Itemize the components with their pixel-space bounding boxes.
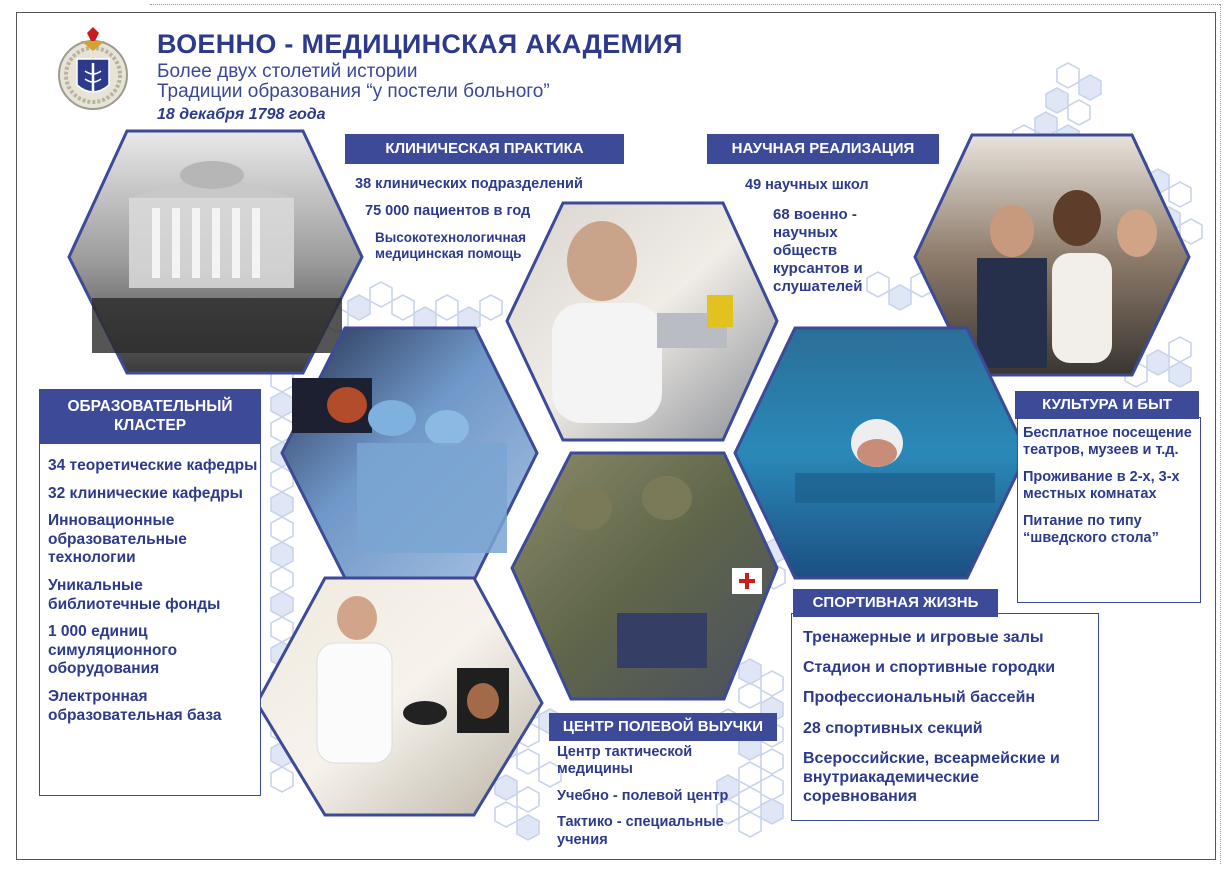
education-list <box>48 457 258 734</box>
education-item: 34 теоретические кафедры <box>48 457 258 474</box>
sport-item: Профессиональный бассейн <box>803 689 1036 707</box>
clinical-hightech: Высокотехнологичная медицинская помощь <box>375 230 526 262</box>
field-list <box>557 744 767 858</box>
subtitle-history: Более двух столетий истории <box>157 61 418 82</box>
photo-hex-surgery <box>282 328 537 578</box>
culture-item: Бесплатное посещение театров, музеев и т.д. <box>1023 425 1192 459</box>
science-societies: 68 военно - научных обществ курсантов и слушателей <box>773 206 863 295</box>
culture-item: Проживание в 2-х, 3-х местных комнатах <box>1023 468 1180 503</box>
science-schools: 49 научных школ <box>745 177 869 193</box>
education-item: 1 000 единиц симуляционного оборудования <box>48 623 178 678</box>
sport-item: Всероссийские, всеармейские и внутриакадемические соревнования <box>803 749 1060 806</box>
culture-list <box>1023 425 1198 556</box>
photo-hex-lab <box>507 203 777 440</box>
culture-heading: КУЛЬТУРА И БЫТ <box>1015 391 1199 419</box>
sport-item: 28 спортивных секций <box>803 719 983 737</box>
clinical-practice-heading: КЛИНИЧЕСКАЯ ПРАКТИКА <box>345 134 624 164</box>
field-item: Учебно - полевой центр <box>557 787 729 804</box>
page-title: ВОЕННО - МЕДИЦИНСКАЯ АКАДЕМИЯ <box>157 29 683 59</box>
field-item: Тактико - специальные учения <box>557 814 724 848</box>
page-border-right <box>1220 4 1221 864</box>
education-item: Электронная образовательная база <box>48 687 222 724</box>
field-heading: ЦЕНТР ПОЛЕВОЙ ВЫУЧКИ <box>549 713 777 741</box>
subtitle-tradition: Традиции образования “у постели больного” <box>157 81 550 102</box>
photo-hex-building <box>69 131 362 373</box>
poster <box>16 12 1216 860</box>
page-border-top <box>150 4 1220 5</box>
education-item: 32 клинические кафедры <box>48 484 243 502</box>
field-item: Центр тактической медицины <box>557 744 693 778</box>
sport-item: Тренажерные и игровые залы <box>803 629 1044 646</box>
sport-list <box>803 628 1093 817</box>
founded-date: 18 декабря 1798 года <box>157 106 326 123</box>
academy-emblem <box>55 25 131 119</box>
sport-heading: СПОРТИВНАЯ ЖИЗНЬ <box>793 589 998 617</box>
science-heading: НАУЧНАЯ РЕАЛИЗАЦИЯ <box>707 134 939 164</box>
culture-item: Питание по типу “шведского стола” <box>1023 512 1159 546</box>
education-item: Инновационные образовательные технологии <box>48 512 187 567</box>
photo-hex-field <box>512 453 777 699</box>
education-item: Уникальные библиотечные фонды <box>48 576 221 613</box>
sport-item: Стадион и спортивные городки <box>803 659 1056 677</box>
clinical-units: 38 клинических подразделений <box>355 176 583 192</box>
photo-hex-pool <box>735 328 1027 578</box>
clinical-patients: 75 000 пациентов в год <box>365 203 531 219</box>
education-heading: ОБРАЗОВАТЕЛЬНЫЙ КЛАСТЕР <box>39 389 261 444</box>
